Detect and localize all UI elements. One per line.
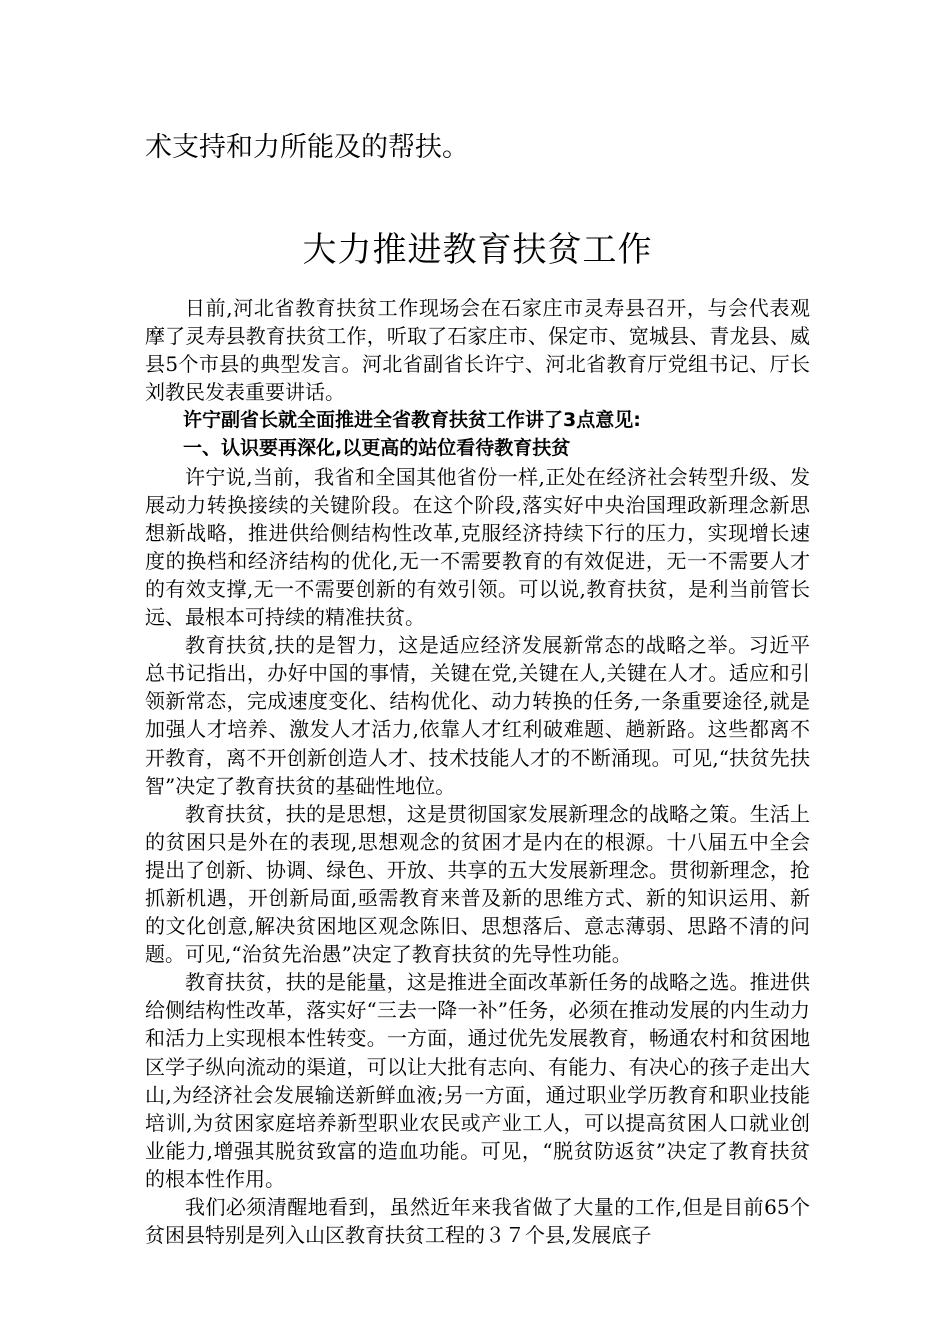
paragraph-challenge: 我们必须清醒地看到，虽然近年来我省做了大量的工作,但是目前65个贫困县特别是列入山区教育扶贫工程的３７个县,发展底子 xyxy=(145,1195,810,1248)
paragraph-context: 许宁说,当前，我省和全国其他省份一样,正处在经济社会转型升级、发展动力转换接续的关键阶段。在这个阶段,落实好中央治国理政新理念新思想新战略，推进供给侧结构性改革,克服经济持续下行的压力，实现增长速度的换档和经济结构的优化,无一不需要教育的有效促进，无一不需要人才的有效支撑,无一不需要创新的有效引领。可以说,教育扶贫，是利当前管长远、最根本可持续的精准扶贫。 xyxy=(145,464,810,630)
paragraph-thought: 教育扶贫，扶的是思想，这是贯彻国家发展新理念的战略之策。生活上的贫困只是外在的表现,思想观念的贫困才是内在的根源。十八届五中全会提出了创新、协调、绿色、开放、共享的五大发展新理念。贯彻新理念，抢抓新机遇，开创新局面,亟需教育来普及新的思维方式、新的知识运用、新的文化创意,解决贫困地区观念陈旧、思想落后、意志薄弱、思路不清的问题。可见,“治贫先治愚”决定了教育扶贫的先导性功能。 xyxy=(145,801,810,967)
paragraph-intro: 日前,河北省教育扶贫工作现场会在石家庄市灵寿县召开，与会代表观摩了灵寿县教育扶贫工作，听取了石家庄市、保定市、宽城县、青龙县、威县5个市县的典型发言。河北省副省长许宁、河北省教育厅党组书记、厅长刘教民发表重要讲话。 xyxy=(145,296,810,405)
paragraph-intellect: 教育扶贫,扶的是智力，这是适应经济发展新常态的战略之举。习近平总书记指出，办好中国的事情，关键在党,关键在人,关键在人才。适应和引领新常态，完成速度变化、结构优化、动力转换的任务,一条重要途径,就是加强人才培养、激发人才活力,依靠人才红利破难题、趟新路。这些都离不开教育，离不开创新创造人才、技术技能人才的不断涌现。可见,“扶贫先扶智”决定了教育扶贫的基础性地位。 xyxy=(145,633,810,798)
paragraph-summary-heading: 许宁副省长就全面推进全省教育扶贫工作讲了3点意见: xyxy=(183,409,641,432)
paragraph-energy: 教育扶贫，扶的是能量，这是推进全面改革新任务的战略之选。推进供给侧结构性改革，落实好“三去一降一补”任务，必须在推动发展的内生动力和活力上实现根本性转变。一方面，通过优先发展教育，畅通农村和贫困地区学子纵向流动的渠道，可以让大批有志向、有能力、有决心的孩子走出大山,为经济社会发展输送新鲜血液;另一方面，通过职业学历教育和职业技能培训,为贫困家庭培养新型职业农民或产业工人，可以提高贫困人口就业创业能力,增强其脱贫致富的造血功能。可见，“脱贫防返贫”决定了教育扶贫的根本性作用。 xyxy=(145,970,810,1191)
section-heading-1: 一、认识要再深化,以更高的站位看待教育扶贫 xyxy=(183,437,571,460)
article-body xyxy=(145,294,810,1249)
article-title: 大力推进教育扶贫工作 xyxy=(302,230,653,270)
continued-text-line: 术支持和力所能及的帮扶。 xyxy=(145,132,469,163)
